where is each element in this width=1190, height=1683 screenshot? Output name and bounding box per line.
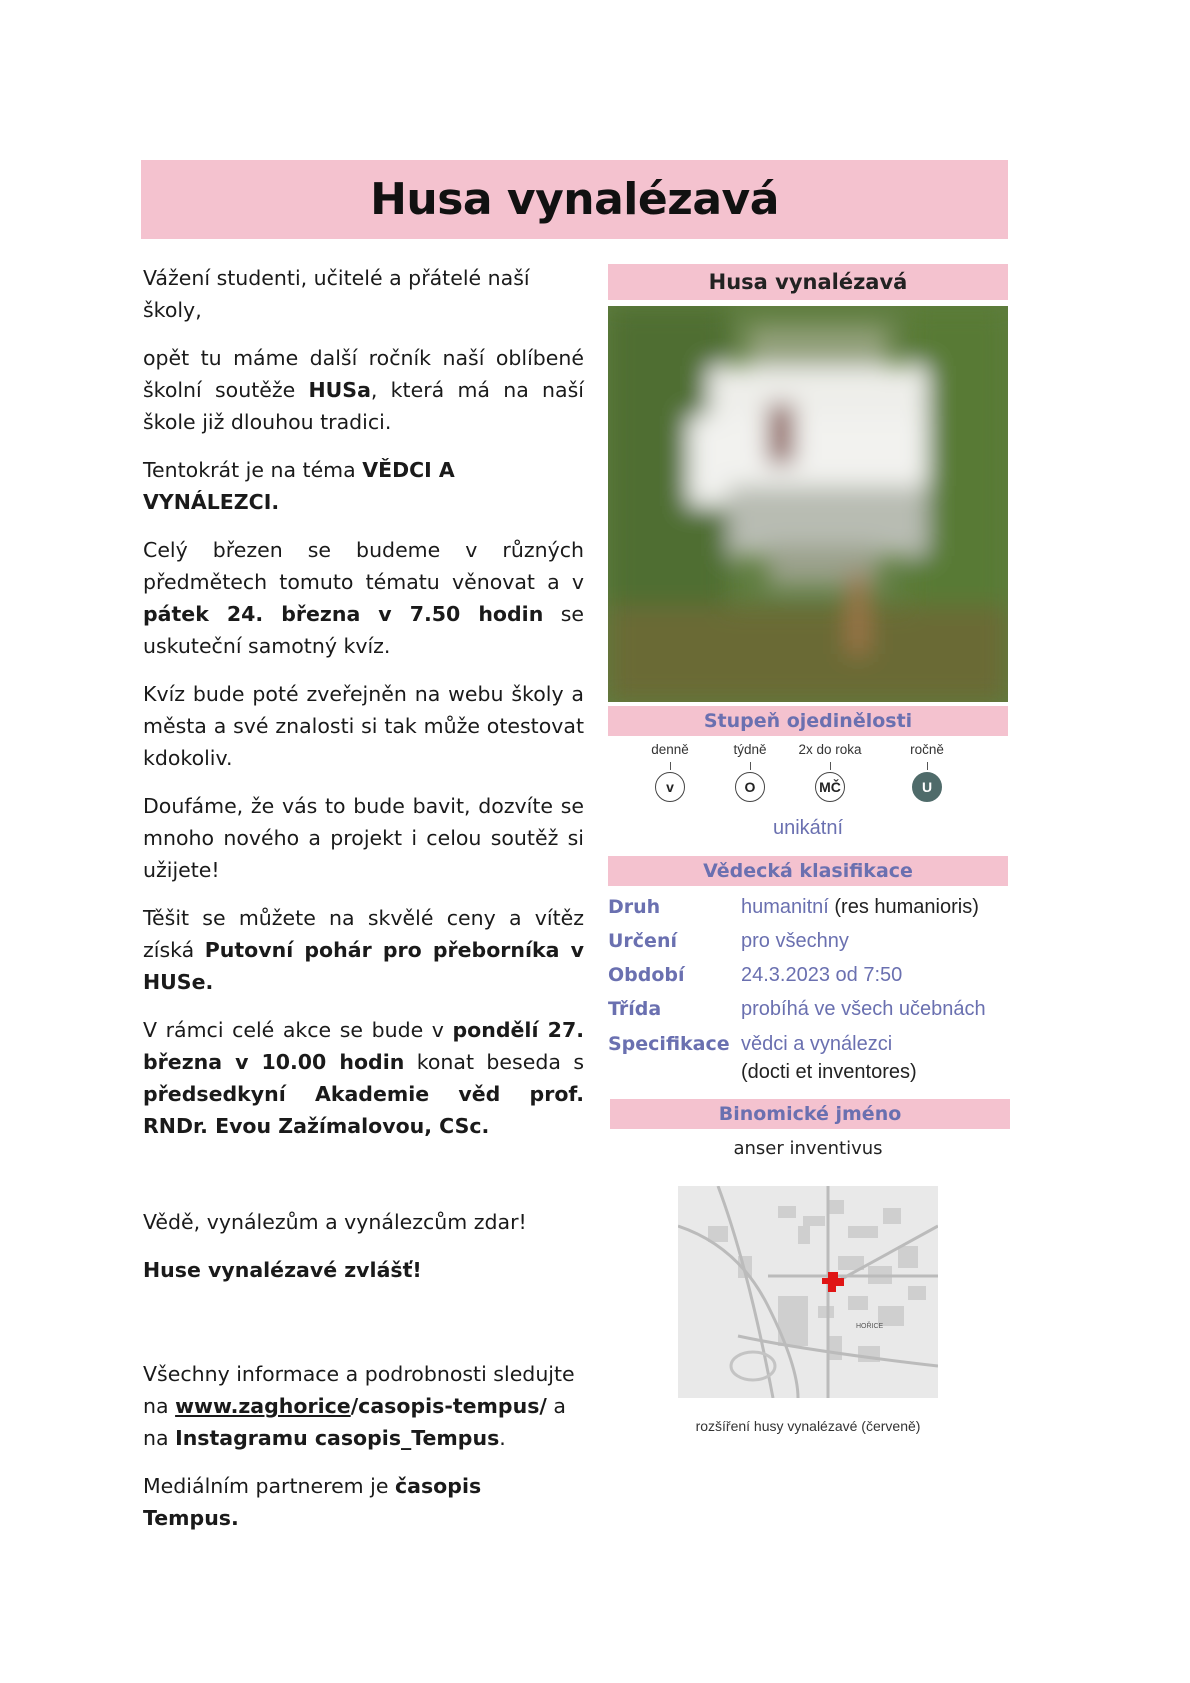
website-link[interactable]: www.zaghorice xyxy=(175,1394,351,1418)
paragraph-goose: Huse vynalézavé zvlášť! xyxy=(143,1258,422,1282)
scale-item-twice-yearly: 2x do roka MČ xyxy=(790,742,870,802)
rarity-marker: O xyxy=(735,772,765,802)
title-banner xyxy=(141,160,1008,239)
greeting: Vážení studenti, učitelé a přátelé naší školy, xyxy=(143,266,530,322)
map-caption: rozšíření husy vynalézavé (červeně) xyxy=(695,1418,921,1434)
scale-item-weekly: týdně O xyxy=(710,742,790,802)
classification-table xyxy=(608,890,1008,1086)
map-town-label: HOŘICE xyxy=(856,1323,884,1330)
classification-title: Vědecká klasifikace xyxy=(608,856,1008,886)
paragraph-publish: Kvíz bude poté zveřejněn na webu školy a města a své znalosti si tak může otestovat kdokoliv. xyxy=(143,682,584,770)
paragraph-cheer: Vědě, vynálezům a vynálezcům zdar! xyxy=(143,1210,527,1234)
paragraph-prizes: Těšit se můžete na skvělé ceny a vítěz získá Putovní pohár pro přeborníka v HUSe. xyxy=(143,906,584,994)
classification-row: Třída probíhá ve všech učebnách xyxy=(608,998,986,1020)
article-body xyxy=(143,262,584,1550)
paragraph-intro: opět tu máme další ročník naší oblíbené školní soutěže HUSa, která má na naší škole již dlouhou tradici. xyxy=(143,346,584,434)
distribution-map xyxy=(678,1186,938,1398)
goose-photo xyxy=(608,306,1008,702)
rarity-marker-active: U xyxy=(912,772,942,802)
classification-row: Specifikace vědci a vynálezci (docti et inventores) xyxy=(608,1033,917,1083)
page-title: Husa vynalézavá xyxy=(370,174,779,225)
paragraph-enjoy: Doufáme, že vás to bude bavit, dozvíte se mnoho nového a projekt i celou soutěž si užijete! xyxy=(143,794,584,882)
scale-item-yearly: ročně U xyxy=(887,742,967,802)
paragraph-info: Všechny informace a podrobnosti sledujte na www.zaghorice/casopis-tempus/ a na Instagramu casopis_Tempus. xyxy=(143,1362,575,1450)
rarity-value: unikátní xyxy=(772,817,844,839)
binomial-title: Binomické jméno xyxy=(610,1099,1010,1129)
infobox-header: Husa vynalézavá xyxy=(608,264,1008,300)
rarity-marker: MČ xyxy=(815,772,845,802)
paragraph-partner: Mediálním partnerem je časopis Tempus. xyxy=(143,1474,482,1530)
infobox xyxy=(608,264,1008,300)
paragraph-lecture: V rámci celé akce se bude v pondělí 27. března v 10.00 hodin konat beseda s předsedkyní Akademie věd prof. RNDr. Evou Zažímalovou, CSc. xyxy=(143,1018,585,1138)
binomial-name: anser inventivus xyxy=(733,1138,883,1159)
classification-row: Období 24.3.2023 od 7:50 xyxy=(608,964,903,986)
classification-row: Druh humanitní (res humanioris) xyxy=(608,896,979,918)
rarity-title: Stupeň ojedinělosti xyxy=(608,706,1008,736)
paragraph-schedule: Celý březen se budeme v různých předmětech tomuto tématu věnovat a v pátek 24. března v 7.50 hodin se uskuteční samotný kvíz. xyxy=(143,538,585,658)
scale-item-daily: denně v xyxy=(630,742,710,802)
classification-row: Určení pro všechny xyxy=(608,930,849,952)
paragraph-theme: Tentokrát je na téma VĚDCI A VYNÁLEZCI. xyxy=(143,458,455,514)
rarity-marker: v xyxy=(655,772,685,802)
